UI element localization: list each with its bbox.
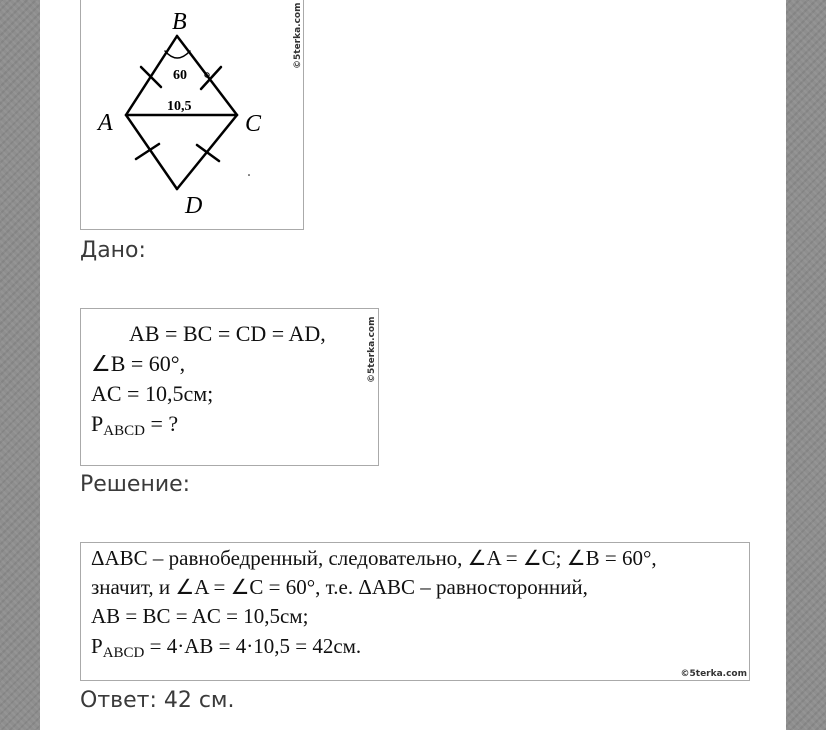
given-perimeter-subscript: ABCD (103, 423, 145, 439)
given-line-1: AB = BC = CD = AD, (129, 321, 326, 346)
vertex-label-d: D (185, 193, 203, 219)
given-line-3: AC = 10,5см; (91, 381, 214, 406)
figure-watermark: ©5terka.com (293, 2, 303, 69)
solution-perimeter-rest: = 4·AB = 4·10,5 = 42см. (144, 634, 362, 658)
vertex-label-a: A (98, 110, 113, 136)
solution-box (80, 542, 750, 681)
solution-line-3: AB = BC = AC = 10,5см; (91, 604, 309, 628)
given-watermark: ©5terka.com (367, 316, 377, 383)
given-perimeter-rest: = ? (144, 411, 179, 436)
vertex-label-c: C (245, 111, 262, 137)
given-box (80, 308, 379, 466)
solution-watermark: ©5terka.com (680, 669, 747, 679)
solution-heading: Решение: (80, 472, 191, 497)
solution-perimeter-symbol: P (91, 634, 103, 658)
solution-line-2: значит, и ∠A = ∠C = 60°, т.е. ΔABC – равносторонний, (91, 575, 588, 599)
given-line-2: ∠B = 60°, (91, 351, 186, 376)
solution-line-1: ΔABC – равнобедренный, следовательно, ∠A = ∠C; ∠B = 60°, (91, 546, 657, 570)
rhombus-diagram (81, 0, 305, 231)
answer-text: Ответ: 42 см. (80, 688, 235, 713)
solution-perimeter-subscript: ABCD (102, 645, 145, 661)
side-length-label: 10,5 (167, 99, 192, 114)
figure-box (80, 0, 304, 230)
given-heading: Дано: (80, 238, 146, 263)
solution-line-4 (91, 634, 361, 662)
given-line-4 (91, 411, 178, 440)
document-page (40, 0, 786, 730)
angle-label: 60 (173, 68, 187, 83)
vertex-label-b: B (172, 9, 187, 35)
given-perimeter-symbol: P (91, 411, 104, 436)
